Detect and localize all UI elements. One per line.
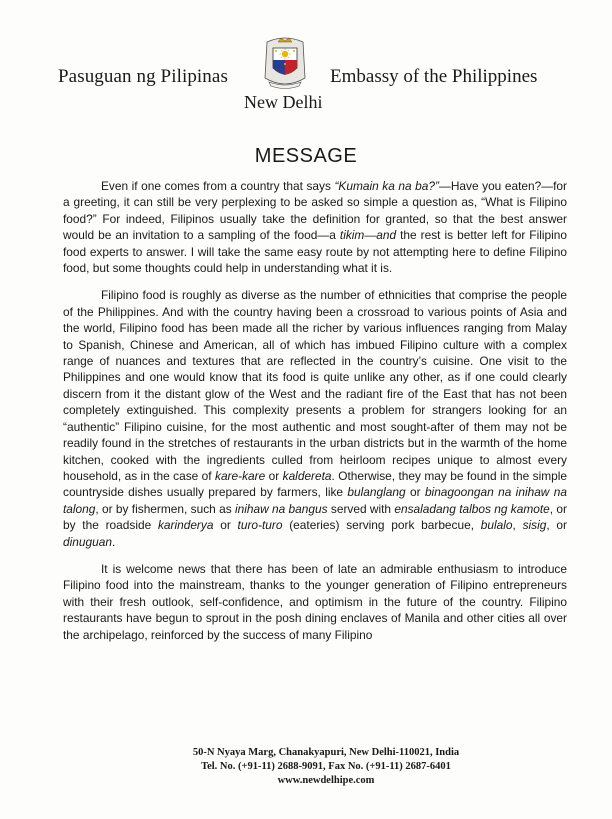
text-run: or: [405, 485, 425, 500]
text-run: or: [265, 468, 283, 483]
philippine-coat-of-arms-icon: [261, 34, 309, 90]
text-run: It is welcome news that there has been of late an admirable enthusiasm to introduce Filipino food into the mainstream, thanks to the younger generation of Filipino entrepreneurs with their fresh outlook, self-confidence, and optimism in the future of the country. Filipino restaurants have begun to sprout in the posh dining enclaves of Manila and other cities all over the archipelago, reinforced by the success of many Filipino: [63, 561, 567, 642]
italic-text-run: “Kumain ka na ba?”: [334, 179, 439, 193]
text-run: (eateries) serving pork barbecue,: [282, 518, 481, 533]
italic-text-run: inihaw na bangus: [234, 501, 328, 516]
italic-text-run: bulalo: [480, 518, 513, 533]
body-paragraph: [63, 561, 567, 643]
page-title: MESSAGE: [254, 145, 358, 167]
italic-text-run: kare-kare: [215, 468, 266, 483]
text-run: , or by the roadside: [63, 501, 567, 533]
text-run: , or: [546, 518, 567, 533]
text-run: .: [111, 534, 116, 549]
letterhead-english-name: Embassy of the Philippines: [330, 66, 538, 87]
text-run: served with: [327, 501, 395, 516]
text-run: Even if one comes from a country that says: [101, 179, 335, 193]
italic-text-run: kaldereta: [282, 468, 332, 483]
footer-website: www.newdelhipe.com: [277, 775, 375, 787]
italic-text-run: binagoongan na inihaw na talong: [63, 485, 567, 516]
italic-text-run: ensaladang talbos ng kamote: [394, 501, 550, 516]
italic-text-run: sisig: [522, 518, 547, 533]
message-body: [63, 178, 567, 654]
body-paragraph: [63, 287, 567, 550]
letterhead-filipino-name: Pasuguan ng Pilipinas: [58, 66, 228, 87]
italic-text-run: turo-turo: [237, 518, 283, 533]
text-run: the rest is better left for Filipino food experts to answer. I will take the same easy route by not attempting here to define Filipino food, but some thoughts could help in understanding what it is.: [63, 228, 567, 276]
text-run: ,: [512, 518, 523, 533]
footer-phone: Tel. No. (+91-11) 2688-9091, Fax No. (+91-11) 2687-6401: [201, 761, 451, 773]
footer-address: 50-N Nyaya Marg, Chanakyapuri, New Delhi-110021, India: [192, 747, 460, 758]
letter-footer: [0, 746, 612, 789]
text-run: . Otherwise, they may be found in the simple countryside dishes usually prepared by farmers, like: [63, 468, 567, 500]
italic-text-run: karinderya: [157, 518, 214, 533]
text-run: Filipino food is roughly as diverse as the number of ethnicities that comprise the people of the Philippines. And with the country having been a crossroad to various points of Asia and the world, Filipino food has been made all the richer by various influences ranging from Malay to Spanish, Chinese and American, all of which has imbued Filipino culture with a complex range of nuances and textures that are reflected in the country’s cuisine. One visit to the Philippines and one would know that its food is quite unlike any other, as if one could clearly discern from it the distant glow of the West and the radiant fire of the East that has not been completely extinguished. This complexity presents a problem for strangers looking for an “authentic” Filipino cuisine, for the most authentic and most sought-after of them may not be readily found in the stretches of restaurants in the urban districts but in the warmth of the home kitchen, cooked with the ingredients culled from heirloom recipes unique to almost every household, as in the case of: [63, 288, 567, 483]
text-run: or: [213, 518, 238, 533]
letterhead-city: New Delhi: [244, 92, 323, 112]
italic-text-run: dinuguan: [63, 534, 112, 549]
italic-text-run: tikim—and: [339, 228, 397, 243]
text-run: , or by fishermen, such as: [95, 501, 235, 516]
italic-text-run: bulanglang: [347, 485, 406, 500]
body-paragraph: [63, 178, 567, 276]
text-run: —Have you eaten?—for a greeting, it can still be very perplexing to be asked so simple a question as, “What is Filipino food?” For indeed, Filipinos usually take the definition for granted, so that the best answer would be an invitation to a sampling of the food—a: [63, 179, 567, 243]
